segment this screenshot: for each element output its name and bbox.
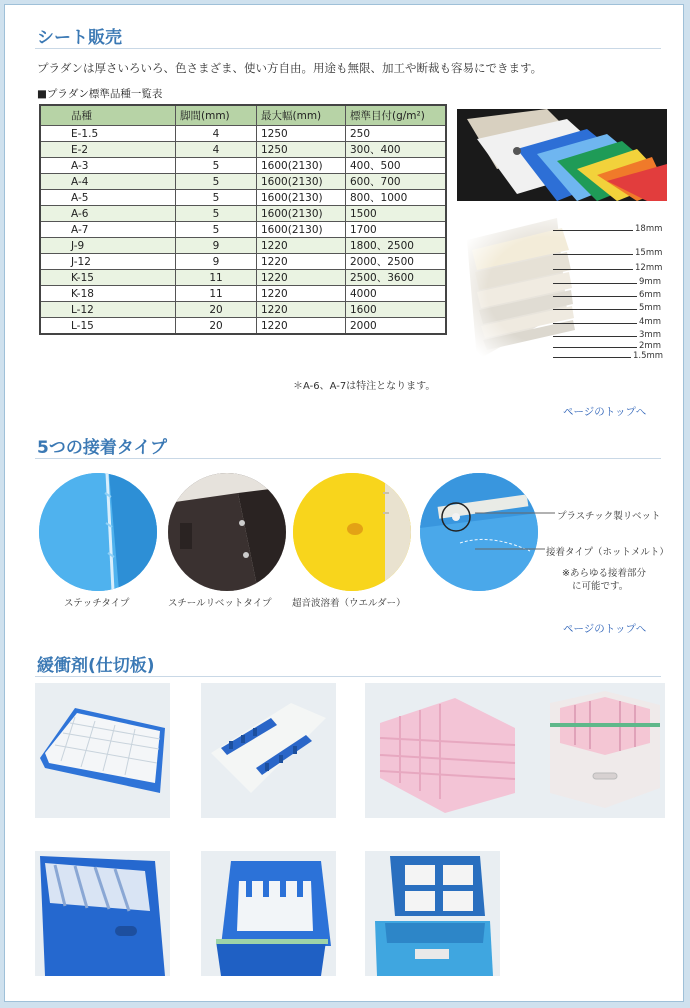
blue-tray-photo bbox=[201, 851, 336, 976]
thickness-label: 6mm bbox=[639, 290, 661, 300]
table-cell: 11 bbox=[176, 270, 257, 286]
column-header: 最大幅(mm) bbox=[257, 105, 346, 126]
blue-divider-box-photo bbox=[35, 851, 170, 976]
table-row bbox=[40, 126, 446, 142]
table-cell: 600、700 bbox=[346, 174, 447, 190]
table-cell: 1220 bbox=[257, 286, 346, 302]
ultrasonic-weld-photo bbox=[293, 473, 411, 591]
thickness-leader-line bbox=[553, 254, 633, 255]
intro-text: プラダンは厚さいろいろ、色さまざま、使い方自由。用途も無限、加工や断裁も容易にできます。 bbox=[37, 61, 543, 75]
steel-rivet-type-photo bbox=[168, 473, 286, 591]
table-cell: L-12 bbox=[40, 302, 176, 318]
column-header: 品種 bbox=[40, 105, 176, 126]
table-title: ■プラダン標準品種一覧表 bbox=[37, 88, 163, 100]
table-row bbox=[40, 190, 446, 206]
plastic-rivet-label: プラスチック製リベット bbox=[557, 511, 661, 522]
table-cell: K-15 bbox=[40, 270, 176, 286]
section-divider bbox=[35, 48, 661, 49]
thickness-leader-line bbox=[553, 357, 631, 358]
thickness-leader-line bbox=[553, 283, 637, 284]
table-cell: 1600(2130) bbox=[257, 190, 346, 206]
table-cell: 1220 bbox=[257, 238, 346, 254]
thickness-leader-line bbox=[553, 230, 633, 231]
spec-table bbox=[39, 104, 447, 335]
table-cell: L-15 bbox=[40, 318, 176, 335]
table-cell: 2000、2500 bbox=[346, 254, 447, 270]
grid-partition-photo bbox=[35, 683, 170, 818]
section-title-cushioning: 緩衝剤(仕切板) bbox=[37, 656, 155, 676]
table-row bbox=[40, 254, 446, 270]
caption-ultrasonic: 超音波溶着（ウエルダー） bbox=[292, 598, 406, 609]
hotmelt-note-line2: に可能です。 bbox=[572, 581, 629, 592]
table-cell: 1600(2130) bbox=[257, 158, 346, 174]
table-cell: 1600(2130) bbox=[257, 206, 346, 222]
table-cell: 5 bbox=[176, 190, 257, 206]
table-row bbox=[40, 206, 446, 222]
table-cell: 1800、2500 bbox=[346, 238, 447, 254]
table-cell: A-7 bbox=[40, 222, 176, 238]
thickness-label: 4mm bbox=[639, 317, 661, 327]
thickness-label: 5mm bbox=[639, 303, 661, 313]
section-title-sheet-sales: シート販売 bbox=[37, 28, 122, 48]
table-cell: 800、1000 bbox=[346, 190, 447, 206]
table-cell: E-1.5 bbox=[40, 126, 176, 142]
table-cell: 11 bbox=[176, 286, 257, 302]
table-cell: 1600 bbox=[346, 302, 447, 318]
thickness-label: 2mm bbox=[639, 341, 661, 351]
table-cell: 1500 bbox=[346, 206, 447, 222]
table-row bbox=[40, 302, 446, 318]
table-cell: 2000 bbox=[346, 318, 447, 335]
section-title-adhesion-types: 5つの接着タイプ bbox=[37, 438, 167, 458]
slotted-holder-photo bbox=[201, 683, 336, 818]
thickness-label: 9mm bbox=[639, 277, 661, 287]
caption-stitch: ステッチタイプ bbox=[64, 598, 130, 609]
table-cell: 1220 bbox=[257, 318, 346, 335]
table-cell: E-2 bbox=[40, 142, 176, 158]
thickness-label: 18mm bbox=[635, 224, 663, 234]
table-footnote: ＊A-6、A-7は特注となります。 bbox=[293, 381, 436, 392]
table-row bbox=[40, 174, 446, 190]
table-cell: 1250 bbox=[257, 126, 346, 142]
colored-sheets-photo bbox=[457, 109, 667, 201]
table-cell: 5 bbox=[176, 158, 257, 174]
table-header-row bbox=[40, 105, 446, 126]
table-cell: 1220 bbox=[257, 302, 346, 318]
table-cell: 20 bbox=[176, 302, 257, 318]
thickness-leader-line bbox=[553, 336, 637, 337]
table-cell: 1600(2130) bbox=[257, 174, 346, 190]
table-row bbox=[40, 238, 446, 254]
pink-partition-photo bbox=[365, 683, 665, 818]
table-cell: 4 bbox=[176, 142, 257, 158]
table-row bbox=[40, 318, 446, 335]
table-cell: 300、400 bbox=[346, 142, 447, 158]
table-cell: 400、500 bbox=[346, 158, 447, 174]
table-cell: 20 bbox=[176, 318, 257, 335]
table-row bbox=[40, 270, 446, 286]
table-cell: 5 bbox=[176, 174, 257, 190]
thickness-leader-line bbox=[553, 347, 637, 348]
table-cell: 5 bbox=[176, 222, 257, 238]
table-cell: 9 bbox=[176, 238, 257, 254]
table-cell: 2500、3600 bbox=[346, 270, 447, 286]
table-cell: 1700 bbox=[346, 222, 447, 238]
table-row bbox=[40, 142, 446, 158]
table-cell: K-18 bbox=[40, 286, 176, 302]
section-divider bbox=[35, 676, 661, 677]
table-cell: J-12 bbox=[40, 254, 176, 270]
table-cell: 1220 bbox=[257, 254, 346, 270]
thickness-leader-line bbox=[553, 309, 637, 310]
table-row bbox=[40, 158, 446, 174]
stitch-type-photo bbox=[39, 473, 157, 591]
section-divider bbox=[35, 458, 661, 459]
table-row bbox=[40, 222, 446, 238]
table-cell: 250 bbox=[346, 126, 447, 142]
thickness-label: 1.5mm bbox=[633, 351, 664, 361]
page-top-link[interactable]: ページのトップへ bbox=[563, 406, 647, 418]
thickness-leader-line bbox=[553, 269, 633, 270]
caption-steel-rivet: スチールリベットタイプ bbox=[168, 598, 272, 609]
column-header: 標準目付(g/m²) bbox=[346, 105, 447, 126]
thickness-label: 3mm bbox=[639, 330, 661, 340]
table-row bbox=[40, 286, 446, 302]
table-cell: 4 bbox=[176, 126, 257, 142]
table-cell: A-3 bbox=[40, 158, 176, 174]
table-cell: 9 bbox=[176, 254, 257, 270]
table-cell: 1600(2130) bbox=[257, 222, 346, 238]
hotmelt-note-line1: ※あらゆる接着部分 bbox=[562, 568, 646, 579]
table-cell: A-5 bbox=[40, 190, 176, 206]
page-top-link[interactable]: ページのトップへ bbox=[563, 623, 647, 635]
page-frame bbox=[4, 4, 684, 1002]
thickness-leader-line bbox=[553, 296, 637, 297]
hotmelt-label: 接着タイプ（ホットメルト） bbox=[546, 547, 669, 558]
thickness-leader-line bbox=[553, 323, 637, 324]
table-cell: 4000 bbox=[346, 286, 447, 302]
table-cell: 5 bbox=[176, 206, 257, 222]
table-cell: A-6 bbox=[40, 206, 176, 222]
thickness-stack-photo bbox=[457, 210, 637, 370]
cyan-case-photo bbox=[365, 851, 500, 976]
column-header: 脚間(mm) bbox=[176, 105, 257, 126]
thickness-label: 15mm bbox=[635, 248, 663, 258]
table-cell: 1250 bbox=[257, 142, 346, 158]
thickness-label: 12mm bbox=[635, 263, 663, 273]
table-cell: A-4 bbox=[40, 174, 176, 190]
table-cell: 1220 bbox=[257, 270, 346, 286]
table-cell: J-9 bbox=[40, 238, 176, 254]
